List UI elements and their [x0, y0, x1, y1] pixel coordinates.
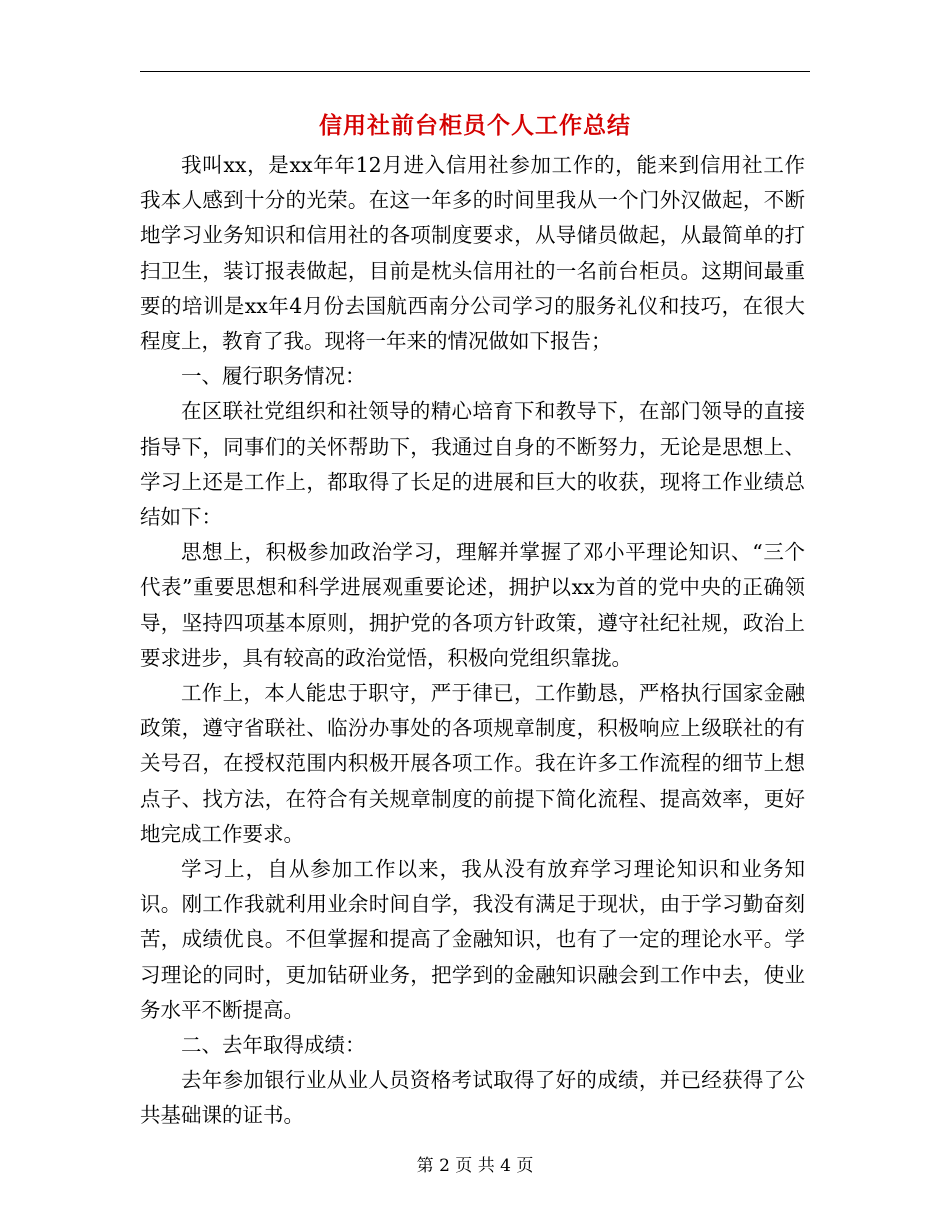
paragraph-study: 学习上，自从参加工作以来，我从没有放弃学习理论知识和业务知识。刚工作我就利用业余时间自学，我没有满足于现状，由于学习勤奋刻苦，成绩优良。不但掌握和提高了金融知识，也有了一定的理论水平。学习理论的同时，更加钻研业务，把学到的金融知识融会到工作中去，使业务水平不断提高。	[140, 857, 805, 1022]
page-number: 第 2 页 共 4 页	[416, 1156, 534, 1176]
paragraph-intro: 我叫xx，是xx年年12月进入信用社参加工作的，能来到信用社工作我本人感到十分的光荣。在这一年多的时间里我从一个门外汉做起，不断地学习业务知识和信用社的各项制度要求，从导储员做起，从最简单的打扫卫生，装订报表做起，目前是枕头信用社的一名前台柜员。这期间最重要的培训是xx年4月份去国航西南分公司学习的服务礼仪和技巧，在很大程度上，教育了我。现将一年来的情况做如下报告；	[140, 153, 805, 354]
section-heading-duties: 一、履行职务情况：	[181, 364, 366, 389]
paragraph-work: 工作上，本人能忠于职守，严于律已，工作勤恳，严格执行国家金融政策，遵守省联社、临汾办事处的各项规章制度，积极响应上级联社的有关号召，在授权范围内积极开展各项工作。我在许多工作流程的细节上想点子、找方法，在符合有关规章制度的前提下简化流程、提高效率，更好地完成工作要求。	[140, 681, 805, 846]
paragraph-duties: 在区联社党组织和社领导的精心培育下和教导下，在部门领导的直接指导下，同事们的关怀帮助下，我通过自身的不断努力，无论是思想上、学习上还是工作上，都取得了长足的进展和巨大的收获，现将工作业绩总结如下：	[140, 399, 805, 530]
header-rule	[140, 71, 810, 72]
paragraph-achievements: 去年参加银行业从业人员资格考试取得了好的成绩，并已经获得了公共基础课的证书。	[140, 1068, 805, 1128]
document-body	[140, 148, 805, 1134]
section-heading-achievements: 二、去年取得成绩：	[181, 1033, 366, 1058]
paragraph-ideology: 思想上，积极参加政治学习，理解并掌握了邓小平理论知识、“三个代表”重要思想和科学进展观重要论述，拥护以xx为首的党中央的正确领导，坚持四项基本原则，拥护党的各项方针政策，遵守社纪社规，政治上要求进步，具有较高的政治觉悟，积极向党组织靠拢。	[140, 540, 805, 670]
document-title: 信用社前台柜员个人工作总结	[319, 112, 631, 139]
